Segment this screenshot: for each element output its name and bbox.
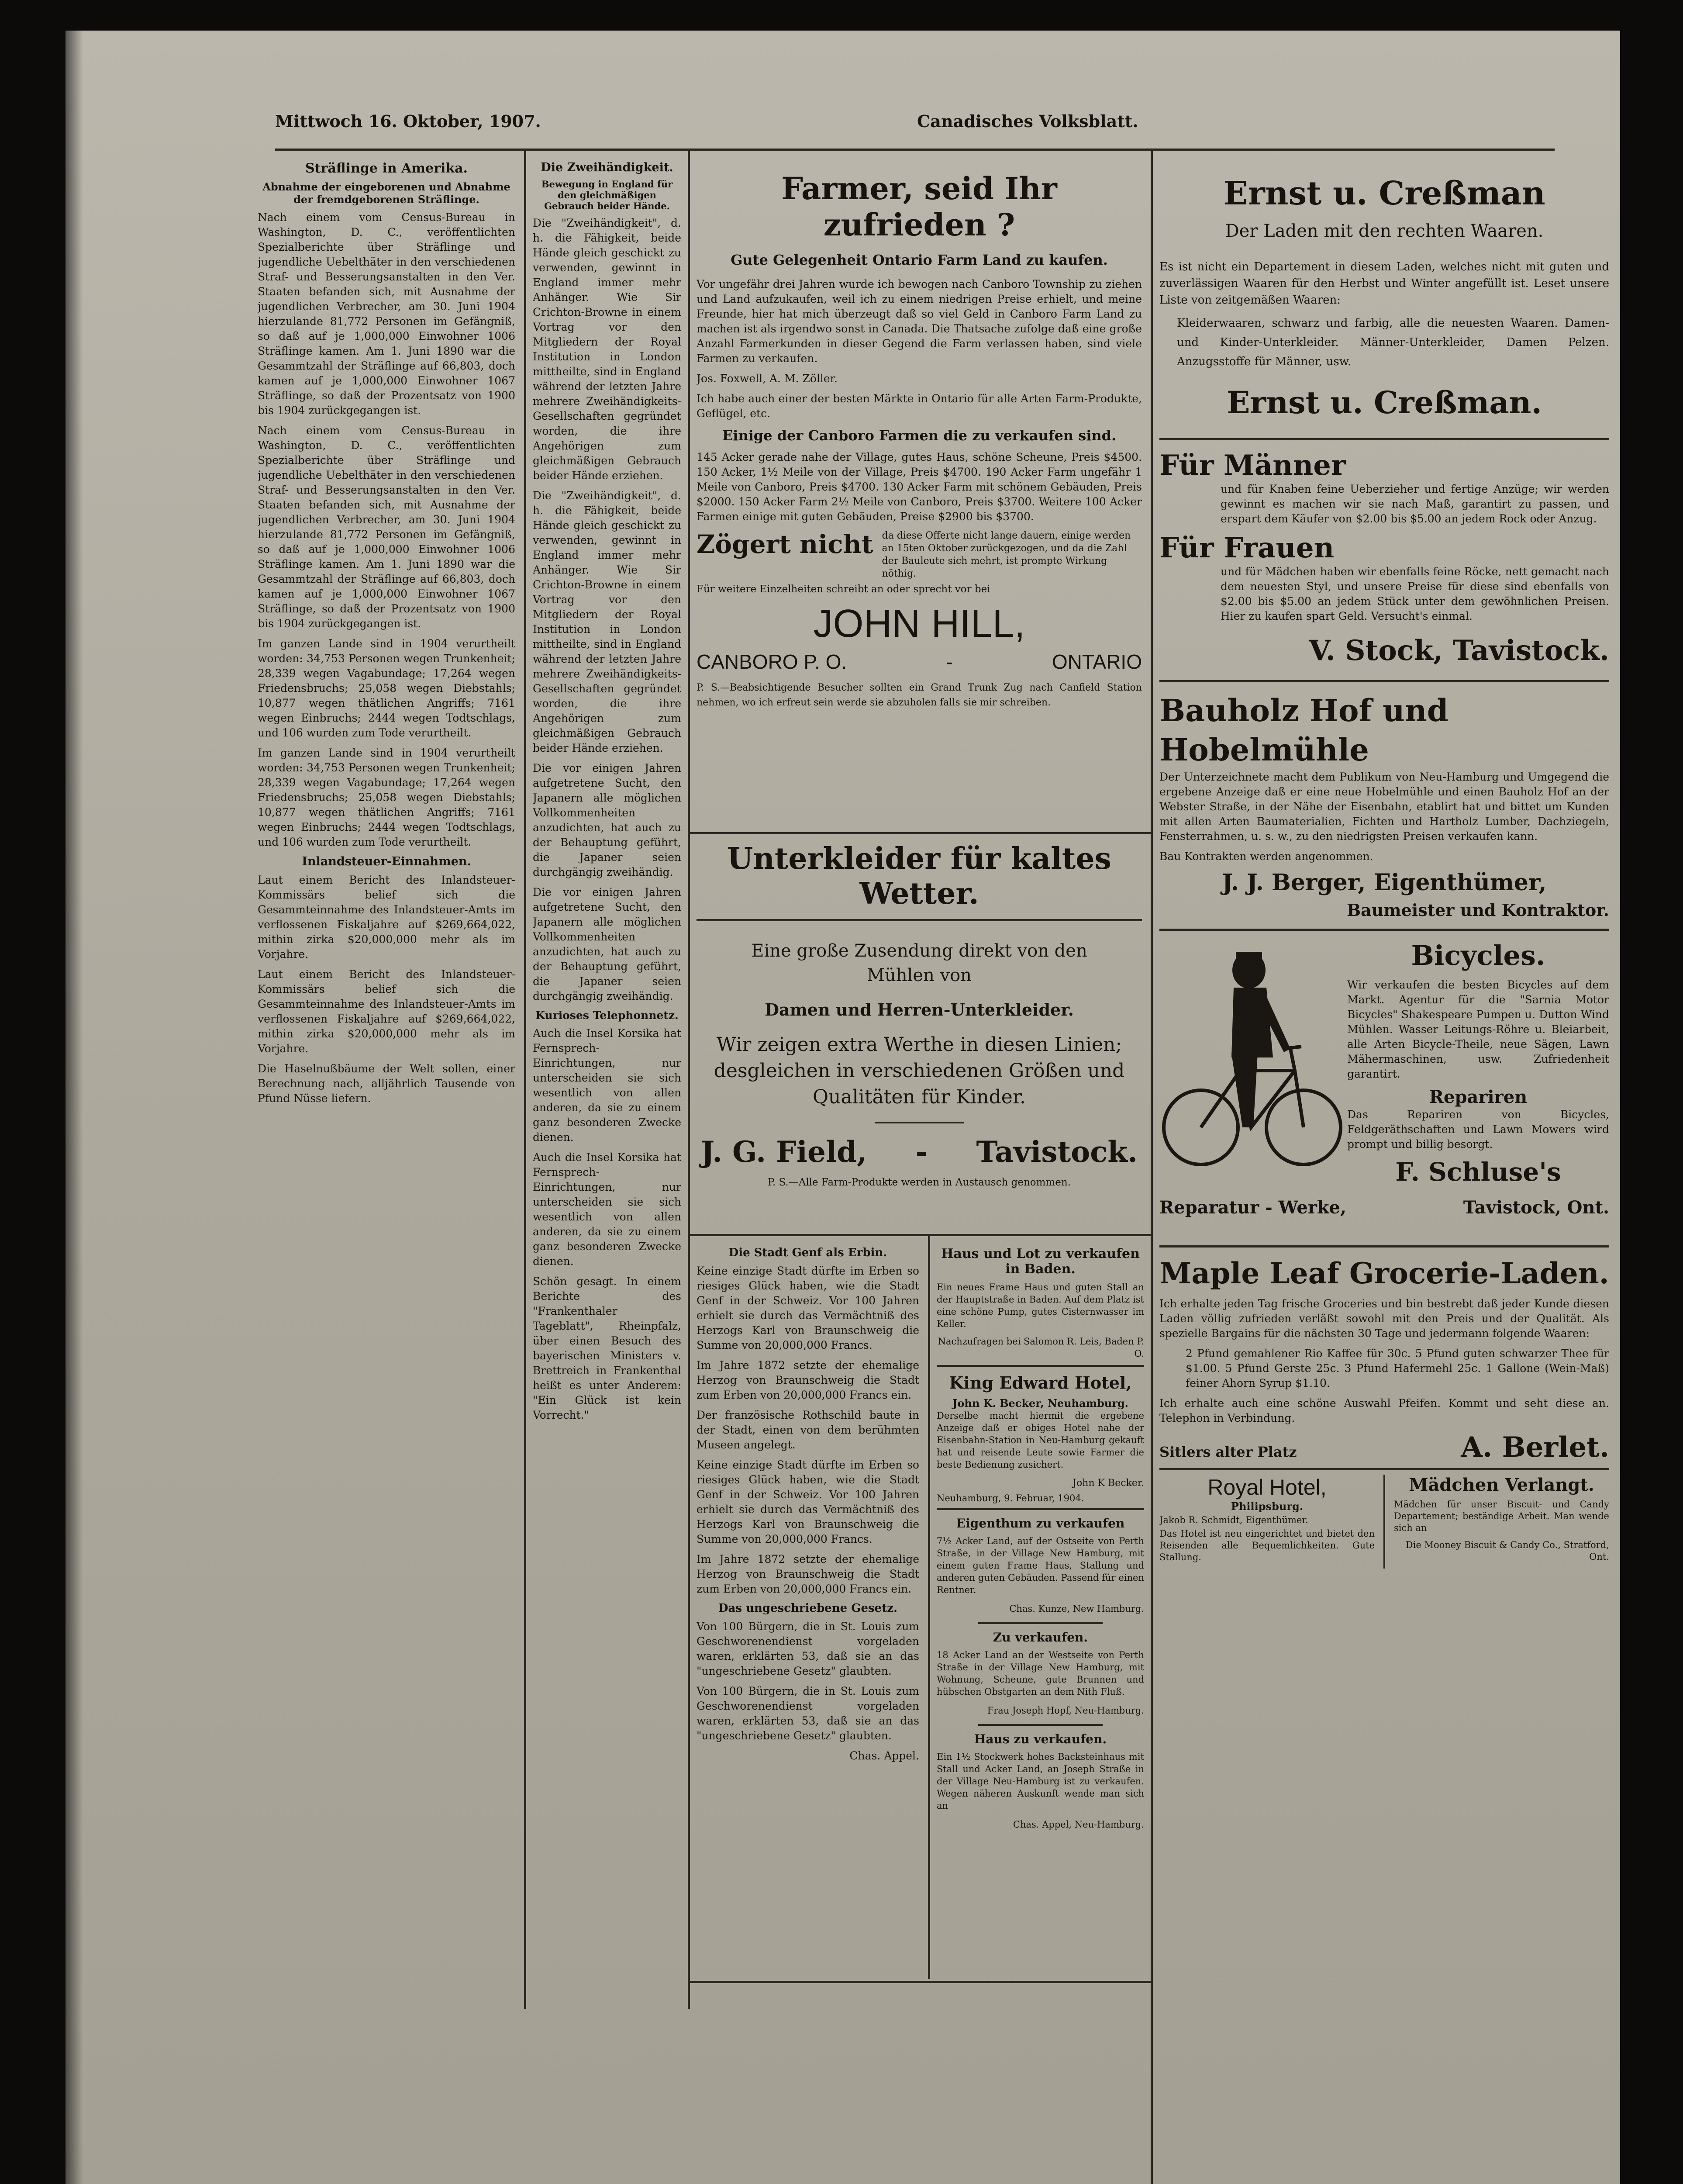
article-paragraph: Nach einem vom Census-Bureau in Washington, D. C., veröffentlichten Spezialberichte über Sträflinge und jugendliche Uebelthäter in den verschiedenen Straf- und Besserungsanstalten in den Ver. Staaten befanden sich, mit Ausnahme der jugendlichen Verbrecher, am 30. Juni 1904 hierzulande 81,772 Personen im Gefängniß, so daß auf je 1,000,000 Einwohner 1006 Sträflinge kamen. Am 1. Juni 1890 war die Gesammtzahl der Sträflinge auf 66,803, doch kamen auf je 1,000,000 Einwohner 1067 Sträflinge, so daß der Prozentsatz von 1900 bis 1904 zurückgegangen ist. xyxy=(258,424,515,630)
issue-date: Mittwoch 16. Oktober, 1907. xyxy=(275,111,541,131)
ad-king-edward xyxy=(937,1365,1144,1510)
ad-farmer-po: CANBORO P. O. xyxy=(697,650,847,673)
ad-underwear-ps: P. S.—Alle Farm-Produkte werden in Austausch genommen. xyxy=(768,1177,1071,1188)
ad-grocery-title: Maple Leaf Grocerie-Laden. xyxy=(1159,1256,1609,1290)
ad-cressman-signature: Ernst u. Creßman. xyxy=(1227,384,1542,421)
ad-cressman-title: Ernst u. Creßman xyxy=(1223,175,1545,212)
article-paragraph: Im ganzen Lande sind in 1904 verurtheilt worden: 34,753 Personen wegen Trunkenheit; 28,339 wegen Vagabundage; 17,264 wegen Friedensbruchs; 25,058 wegen Diebstahls; 10,877 wegen thätlichen Angriffs; 7161 wegen Einbruchs; 2444 wegen Todtschlags, und 106 wurden zum Tode verurtheilt. xyxy=(258,746,515,848)
column-rule-3b xyxy=(928,1236,930,1979)
rule-under-underwear xyxy=(690,1234,1151,1236)
article-title-telephone: Kurioses Telephonnetz. xyxy=(535,1009,679,1022)
rule-bottom-col3 xyxy=(690,1981,1151,1983)
bottom-ads-divider xyxy=(1383,1475,1385,1569)
ad-property-body: 7½ Acker Land, auf der Ostseite von Perth Straße, in der Village New Hamburg, mit einem guten Frame Haus, Stallung und anderen guten Gebäuden. Passend für einen Rentner. xyxy=(937,1536,1144,1595)
ad-bicycles xyxy=(1159,931,1609,1245)
ad-king-edward-date: Neuhamburg, 9. Februar, 1904. xyxy=(937,1493,1084,1503)
ad-bicycles-body: Wir verkaufen die besten Bicycles auf dem Markt. Agentur für die "Sarnia Motor Bicycles" Shakespeare Pumpen u. Dutton Wind Mühlen. Wasser Leitungs-Röhre u. Bleiarbeit, alle Arten Bicycle-Theile, neue Sägen, Lawn Mähermaschinen, usw. Zufriedenheit garantirt. xyxy=(1347,978,1609,1080)
ad-farmer-contact-note: Für weitere Einzelheiten schreibt an oder sprecht vor bei xyxy=(697,584,990,595)
ad-farmer-title: Farmer, seid Ihr zufrieden ? xyxy=(781,170,1057,243)
ad-grocery-footer xyxy=(1159,1431,1609,1464)
article-paragraph: Im Jahre 1872 setzte der ehemalige Herzog von Braunschweig die Stadt zum Erben von 20,000,000 Francs ein. xyxy=(697,1553,919,1595)
ad-farmer-subtitle: Gute Gelegenheit Ontario Farm Land zu kaufen. xyxy=(731,252,1108,268)
ad-king-edward-owner: John K. Becker, Neuhamburg. xyxy=(952,1397,1128,1410)
article-paragraph: Schön gesagt. In einem Berichte des "Frankenthaler Tageblatt", Rheinpfalz, über einen Besuch des bayerischen Ministers v. Brettreich in Frankenthal heißt es unter Anderem: "Ein Glück ist kein Vorrecht." xyxy=(533,1275,681,1421)
ad-underwear-merchant-row xyxy=(697,1135,1142,1169)
ad-property-title: Eigenthum zu verkaufen xyxy=(956,1516,1125,1531)
ad-underwear-divider xyxy=(875,1122,964,1123)
article-signature: Chas. Appel. xyxy=(849,1749,919,1762)
ad-grocery-more: Ich erhalte auch eine schöne Auswahl Pfeifen. Kommt und seht diese an. Telephon in Verbindung. xyxy=(1159,1397,1609,1424)
article-title-revenue: Inlandsteuer-Einnahmen. xyxy=(302,855,471,868)
article-paragraph: Die vor einigen Jahren aufgetretene Sucht, den Japanern alle möglichen Vollkommenheiten anzudichten, hat auch zu der Behauptung geführt, die Japaner seien durchgängig zweihändig. xyxy=(533,762,681,878)
ad-grocery-owner: A. Berlet. xyxy=(1461,1431,1609,1464)
ad-bicycles-sub: Reparatur - Werke, xyxy=(1159,1197,1346,1218)
column-ads-right xyxy=(1159,157,1609,2184)
ad-farmer-hesitate-row xyxy=(697,529,1142,580)
ad-farmer-body: Vor ungefähr drei Jahren wurde ich bewogen nach Canboro Township zu ziehen und Land aufzukaufen, weil ich zu einem niedrigen Preise erhielt, und meine Freunde, hier hat mich überzeugt daß so viel Geld in Canboro Farm Land zu machen ist als irgendwo sonst in Canada. Die Thatsache zufolge daß eine große Anzahl Farmerkunden in dieser Gegend die Farm verlassen haben, sind viele Farmen zu verkaufen. xyxy=(697,278,1142,365)
ad-king-edward-body: Derselbe macht hiermit die ergebene Anzeige daß er obiges Hotel nahe der Eisenbahn-Station in Neu-Hamburg gekauft hat und reisende Leute sowie Farmer die beste Bedienung zusichert. xyxy=(937,1410,1144,1470)
column-rule-1 xyxy=(524,149,526,2009)
ad-men xyxy=(1159,449,1609,482)
ad-farmer-contact-name: JOHN HILL, xyxy=(813,602,1025,646)
column-convicts xyxy=(258,157,515,1996)
ad-bicycles-repair-title: Repariren xyxy=(1429,1087,1528,1107)
article-paragraph: Die "Zweihändigkeit", d. h. die Fähigkeit, beide Hände gleich geschickt zu verwenden, gewinnt in England immer mehr Anhänger. Wie Sir Crichton-Browne in einem Vortrag vor den Mitgliedern der Royal Institution in London mittheilte, sind in England während der letzten Jahre mehrere Zweihändigkeits-Gesellschaften gegründet worden, die ihre Angehörigen zum gleichmäßigen Gebrauch beider Hände erziehen. xyxy=(533,217,681,482)
ad-house-sale-body: Ein 1½ Stockwerk hohes Backsteinhaus mit Stall und Acker Land, an Joseph Straße in der Village Neu-Hamburg ist zu verkaufen. Wegen näheren Auskunft wende man sich an xyxy=(937,1752,1144,1811)
ad-bicycles-firm: F. Schluse's xyxy=(1395,1157,1561,1187)
ad-underwear-line3: Wir zeigen extra Werthe in diesen Linien; desgleichen in verschiedenen Größen und Qualitäten für Kinder. xyxy=(714,1033,1125,1108)
column-geneva xyxy=(697,1243,919,1977)
rule xyxy=(1159,680,1609,682)
ad-for-sale-title: Zu verkaufen. xyxy=(993,1630,1088,1645)
ad-underwear xyxy=(697,839,1142,1232)
ad-royal-hotel xyxy=(1159,1475,1375,1569)
ad-for-sale-body: 18 Acker Land an der Westseite von Perth Straße in der Village New Hamburg, mit Wohnung, Scheune, gute Brunnen und hübschen Obstgarten an dem Nith Fluß. xyxy=(937,1650,1144,1697)
ad-women-body: und für Mädchen haben wir ebenfalls feine Röcke, nett gemacht nach dem neuesten Styl, und unsere Preise für diese sind ebenfalls von $2.00 bis $5.00 an jedem Stück unter dem gewöhnlichen Preisen. Hier zu kaufen spart Geld. Versucht's einmal. xyxy=(1221,565,1609,622)
ad-bicycles-text xyxy=(1347,940,1609,1187)
ad-underwear-title-rule xyxy=(697,919,1142,921)
article-title-ambidexterity: Die Zweihändigkeit. xyxy=(541,161,673,174)
ad-lumber-owner: J. J. Berger, Eigenthümer, xyxy=(1222,869,1547,896)
ad-lumber-role: Baumeister und Kontraktor. xyxy=(1347,900,1609,920)
ad-grocery-list: 2 Pfund gemahlener Rio Kaffee für 30c. 5 Pfund guten schwarzer Thee für $1.00. 5 Pfund Gerste 25c. 3 Pfund Hafermehl 25c. 1 Gallone (Wein-Maß) feiner Ahorn Syrup $1.10. xyxy=(1186,1347,1609,1389)
ad-house-sale-title: Haus zu verkaufen. xyxy=(974,1732,1107,1746)
cyclist-illustration xyxy=(1159,940,1347,1184)
ad-house-baden-title: Haus und Lot zu verkaufen in Baden. xyxy=(941,1246,1140,1277)
ad-royal-hotel-body: Das Hotel ist neu eingerichtet und bietet den Reisenden alle Bequemlichkeiten. Gute Stallung. xyxy=(1159,1528,1375,1562)
bottom-ads-row xyxy=(1159,1475,1609,1569)
ad-royal-hotel-title: Royal Hotel, xyxy=(1207,1475,1327,1500)
ad-property-sig: Chas. Kunze, New Hamburg. xyxy=(1009,1603,1144,1614)
ad-farmer-province: ONTARIO xyxy=(1052,650,1142,673)
ad-farmer-note: Ich habe auch einer der besten Märkte in Ontario für alle Arten Farm-Produkte, Geflügel, etc. xyxy=(697,392,1142,420)
ad-cressman-tagline: Der Laden mit den rechten Waaren. xyxy=(1225,221,1544,241)
ad-men-title: Für Männer xyxy=(1159,449,1346,482)
article-paragraph: Auch die Insel Korsika hat Fernsprech-Einrichtungen, nur unterscheiden sie sich wesentlich von allen anderen, da sie zu einem ganz besonderen Zwecke dienen. xyxy=(533,1027,681,1144)
article-title-convicts: Sträflinge in Amerika. xyxy=(305,161,468,176)
ad-women-title: Für Frauen xyxy=(1159,532,1335,564)
ad-underwear-dash: - xyxy=(915,1135,928,1169)
ad-bicycles-title: Bicycles. xyxy=(1411,940,1545,971)
article-paragraph: Die Haselnußbäume der Welt sollen, einer Berechnung nach, alljährlich Tausende von Pfund Nüsse liefern. xyxy=(258,1062,515,1105)
newspaper-page xyxy=(66,31,1620,2184)
ad-girls-wanted-body: Mädchen für unser Biscuit- und Candy Departement; beständige Arbeit. Man wende sich an xyxy=(1394,1499,1609,1533)
ad-underwear-line1: Eine große Zusendung direkt von den Mühlen von xyxy=(751,941,1087,985)
article-subtitle-convicts: Abnahme der eingeborenen und Abnahme der fremdgeborenen Sträflinge. xyxy=(262,180,510,206)
ad-lumber-contract: Bau Kontrakten werden angenommen. xyxy=(1159,850,1373,863)
rule xyxy=(1159,438,1609,440)
ad-farmer-hesitate-note: da diese Offerte nicht lange dauern, einige werden an 15ten Oktober zurückgezogen, und da die Zahl der Bauleute sich mehrt, ist prompte Wirkung nöthig. xyxy=(882,530,1131,579)
ad-men-body: und für Knaben feine Ueberzieher und fertige Anzüge; wir werden gewinnt es machen wir sie nach Maß, garantirt zu passen, und erspart dem Käufer von $2.00 bis $5.00 an jedem Rock oder Anzug. xyxy=(1221,483,1609,525)
ad-underwear-town: Tavistock. xyxy=(976,1135,1138,1169)
ad-farmer-offers: 145 Acker gerade nahe der Village, gutes Haus, schöne Scheune, Preis $4500. 150 Acker, 1½ Meile von der Village, Preis $4700. 190 Acker Farm ungefähr 1 Meile von Canboro, Preis $4700. 130 Acker Farm mit schönem Gebäuden, Preis $2000. 150 Acker Farm 2½ Meile von Canboro, Preis $3700. Weitere 100 Acker Farmen einige mit guten Gebäuden, Preise $2900 bis $3700. xyxy=(697,451,1142,523)
ad-royal-hotel-town: Philipsburg. xyxy=(1231,1500,1304,1513)
ad-cressman-body: Es ist nicht ein Departement in diesem Laden, welches nicht mit guten und zuverlässigen Waaren für den Herbst und Winter angefüllt ist. Leset unsere Liste von zeitgemäßen Waaren: xyxy=(1159,260,1609,307)
rule xyxy=(1159,1468,1609,1470)
column-rule-2 xyxy=(688,149,690,2009)
ad-girls-wanted xyxy=(1394,1475,1609,1569)
article-paragraph: Von 100 Bürgern, die in St. Louis zum Geschworenendienst vorgeladen waren, erklärten 53, daß sie an das "ungeschriebene Gesetz" glaubten. xyxy=(697,1620,919,1677)
article-paragraph: Keine einzige Stadt dürfte im Erben so riesiges Glück haben, wie die Stadt Genf in der Schweiz. Vor 100 Jahren erhielt sie durch das Vermächtniß des Herzogs Karl von Braunschweig die Summe von 20,000,000 Francs. xyxy=(697,1265,919,1351)
article-paragraph: Im Jahre 1872 setzte der ehemalige Herzog von Braunschweig die Stadt zum Erben von 20,000,000 Francs ein. xyxy=(697,1359,919,1401)
article-paragraph: Im ganzen Lande sind in 1904 verurtheilt worden: 34,753 Personen wegen Trunkenheit; 28,339 wegen Vagabundage; 17,264 wegen Friedensbruchs; 25,058 wegen Diebstahls; 10,877 wegen thätlichen Angriffs; 7161 wegen Einbruchs; 2444 wegen Todtschlags, und 106 wurden zum Tode verurtheilt. xyxy=(258,637,515,739)
ad-farmer-names: Jos. Foxwell, A. M. Zöller. xyxy=(697,372,838,385)
ad-king-edward-sig: John K Becker. xyxy=(1073,1478,1144,1489)
divider xyxy=(978,1622,1103,1624)
divider xyxy=(978,1724,1103,1726)
page-edge-shadow xyxy=(66,31,83,2184)
article-title-unwritten-law: Das ungeschriebene Gesetz. xyxy=(718,1602,898,1615)
ad-king-edward-title: King Edward Hotel, xyxy=(949,1373,1132,1393)
ad-cressman-list: Kleiderwaaren, schwarz und farbig, alle die neuesten Waaren. Damen- und Kinder-Unterkleider. Männer-Unterkleider, Damen Pelzen. Anzugsstoffe für Männer, usw. xyxy=(1177,317,1609,368)
article-paragraph: Laut einem Bericht des Inlandsteuer-Kommissärs belief sich die Gesammteinnahme des Inlandsteuer-Amts im verflossenen Fiskaljahre auf $269,664,022, mithin zirka $20,000,000 mehr als im Vorjahre. xyxy=(258,874,515,961)
ad-bicycles-town: Tavistock, Ont. xyxy=(1463,1197,1609,1218)
rule xyxy=(1159,1245,1609,1248)
ad-girls-wanted-sig: Die Mooney Biscuit & Candy Co., Stratford, Ont. xyxy=(1405,1540,1609,1562)
column-ambidexterity xyxy=(533,157,681,1996)
ad-lumber-title: Bauholz Hof und Hobelmühle xyxy=(1159,692,1448,768)
article-subtitle-ambidexterity: Bewegung in England für den gleichmäßigen Gebrauch beider Hände. xyxy=(541,179,673,211)
ad-house-baden-contact: Nachzufragen bei Salomon R. Leis, Baden P. O. xyxy=(938,1336,1144,1359)
ad-bicycles-repair-body: Das Repariren von Bicycles, Feldgeräthschaften und Lawn Mowers wird prompt und billig besorgt. xyxy=(1347,1108,1609,1151)
article-paragraph: Nach einem vom Census-Bureau in Washington, D. C., veröffentlichten Spezialberichte über Sträflinge und jugendliche Uebelthäter in den verschiedenen Straf- und Besserungsanstalten in den Ver. Staaten befanden sich, mit Ausnahme der jugendlichen Verbrecher, am 30. Juni 1904 hierzulande 81,772 Personen im Gefängniß, so daß auf je 1,000,000 Einwohner 1006 Sträflinge kamen. Am 1. Juni 1890 war die Gesammtzahl der Sträflinge auf 66,803, doch kamen auf je 1,000,000 Einwohner 1067 Sträflinge, so daß der Prozentsatz von 1900 bis 1904 zurückgegangen ist. xyxy=(258,211,515,417)
column-small-ads xyxy=(937,1243,1144,1985)
ad-farmer-list-title: Einige der Canboro Farmen die zu verkaufen sind. xyxy=(722,427,1117,444)
article-paragraph: Keine einzige Stadt dürfte im Erben so riesiges Glück haben, wie die Stadt Genf in der Schweiz. Vor 100 Jahren erhielt sie durch das Vermächtniß des Herzogs Karl von Braunschweig die Summe von 20,000,000 Francs. xyxy=(697,1458,919,1545)
ad-underwear-line2: Damen und Herren-Unterkleider. xyxy=(765,1000,1074,1019)
ad-royal-hotel-owner: Jakob R. Schmidt, Eigenthümer. xyxy=(1159,1515,1308,1525)
ad-underwear-title: Unterkleider für kaltes Wetter. xyxy=(727,841,1111,911)
article-paragraph: Von 100 Bürgern, die in St. Louis zum Geschworenendienst vorgeladen waren, erklärten 53, daß sie an das "ungeschriebene Gesetz" glaubten. xyxy=(697,1685,919,1742)
ad-underwear-merchant: J. G. Field, xyxy=(701,1135,867,1169)
ad-house-sale-sig: Chas. Appel, Neu-Hamburg. xyxy=(1013,1819,1144,1830)
ad-for-sale-sig: Frau Joseph Hopf, Neu-Hamburg. xyxy=(987,1705,1144,1716)
ad-grocery-location: Sitlers alter Platz xyxy=(1159,1444,1297,1460)
ad-lumber-body: Der Unterzeichnete macht dem Publikum von Neu-Hamburg und Umgegend die ergebene Anzeige daß er eine neue Hobelmühle und einen Bauholz Hof an der Webster Straße, in der Nähe der Eisenbahn, etablirt hat und bittet um Kunden mit allen Arten Baumaterialien, Fichten und Hartholz Lumber, Dachziegeln, Fensterrahmen, u. s. w., zu den niedrigsten Preisen verkaufen kann. xyxy=(1159,771,1609,843)
ad-farmer-dash: - xyxy=(946,650,953,673)
column-rule-3 xyxy=(1151,149,1153,2184)
rule-under-farmer xyxy=(690,832,1151,834)
ad-grocery-body: Ich erhalte jeden Tag frische Groceries und bin bestrebt daß jeder Kunde diesen Laden völlig zufrieden verläßt sowohl mit den Preis und der Qualität. Als spezielle Bargains für die nächsten 30 Tage und jedermann folgende Waaren: xyxy=(1159,1297,1609,1340)
article-paragraph: Auch die Insel Korsika hat Fernsprech-Einrichtungen, nur unterscheiden sie sich wesentlich von allen anderen, da sie zu einem ganz besonderen Zwecke dienen. xyxy=(533,1151,681,1268)
newspaper-name: Canadisches Volksblatt. xyxy=(917,111,1138,131)
article-paragraph: Die vor einigen Jahren aufgetretene Sucht, den Japanern alle möglichen Vollkommenheiten anzudichten, hat auch zu der Behauptung geführt, die Japaner seien durchgängig zweihändig. xyxy=(533,886,681,1002)
ad-farmer xyxy=(697,157,1142,826)
page-header xyxy=(275,111,1555,151)
ad-girls-wanted-title: Mädchen Verlangt. xyxy=(1409,1475,1594,1495)
article-paragraph: Die "Zweihändigkeit", d. h. die Fähigkeit, beide Hände gleich geschickt zu verwenden, gewinnt in England immer mehr Anhänger. Wie Sir Crichton-Browne in einem Vortrag vor den Mitgliedern der Royal Institution in London mittheilte, sind in England während der letzten Jahre mehrere Zweihändigkeits-Gesellschaften gegründet worden, die ihre Angehörigen zum gleichmäßigen Gebrauch beider Hände erziehen. xyxy=(533,489,681,754)
article-paragraph: Der französische Rothschild baute in der Stadt, einen von dem berühmten Museen angelegt. xyxy=(697,1409,919,1451)
ad-bicycles-footer xyxy=(1159,1197,1609,1218)
ad-farmer-hesitate: Zögert nicht xyxy=(697,529,873,559)
ad-stock-signature: V. Stock, Tavistock. xyxy=(1309,634,1609,667)
ad-farmer-address xyxy=(697,650,1142,674)
ad-farmer-ps: P. S.—Beabsichtigende Besucher sollten ein Grand Trunk Zug nach Canfield Station nehmen, wo ich erfreut sein werde sie abzuholen falls sie mir schreiben. xyxy=(697,682,1142,708)
article-title-geneva: Die Stadt Genf als Erbin. xyxy=(728,1246,887,1259)
article-paragraph: Laut einem Bericht des Inlandsteuer-Kommissärs belief sich die Gesammteinnahme des Inlandsteuer-Amts im verflossenen Fiskaljahre auf $269,664,022, mithin zirka $20,000,000 mehr als im Vorjahre. xyxy=(258,968,515,1055)
ad-house-baden-body: Ein neues Frame Haus und guten Stall an der Hauptstraße in Baden. Auf dem Platz ist eine schöne Pump, gutes Cisternwasser im Keller. xyxy=(937,1282,1144,1329)
